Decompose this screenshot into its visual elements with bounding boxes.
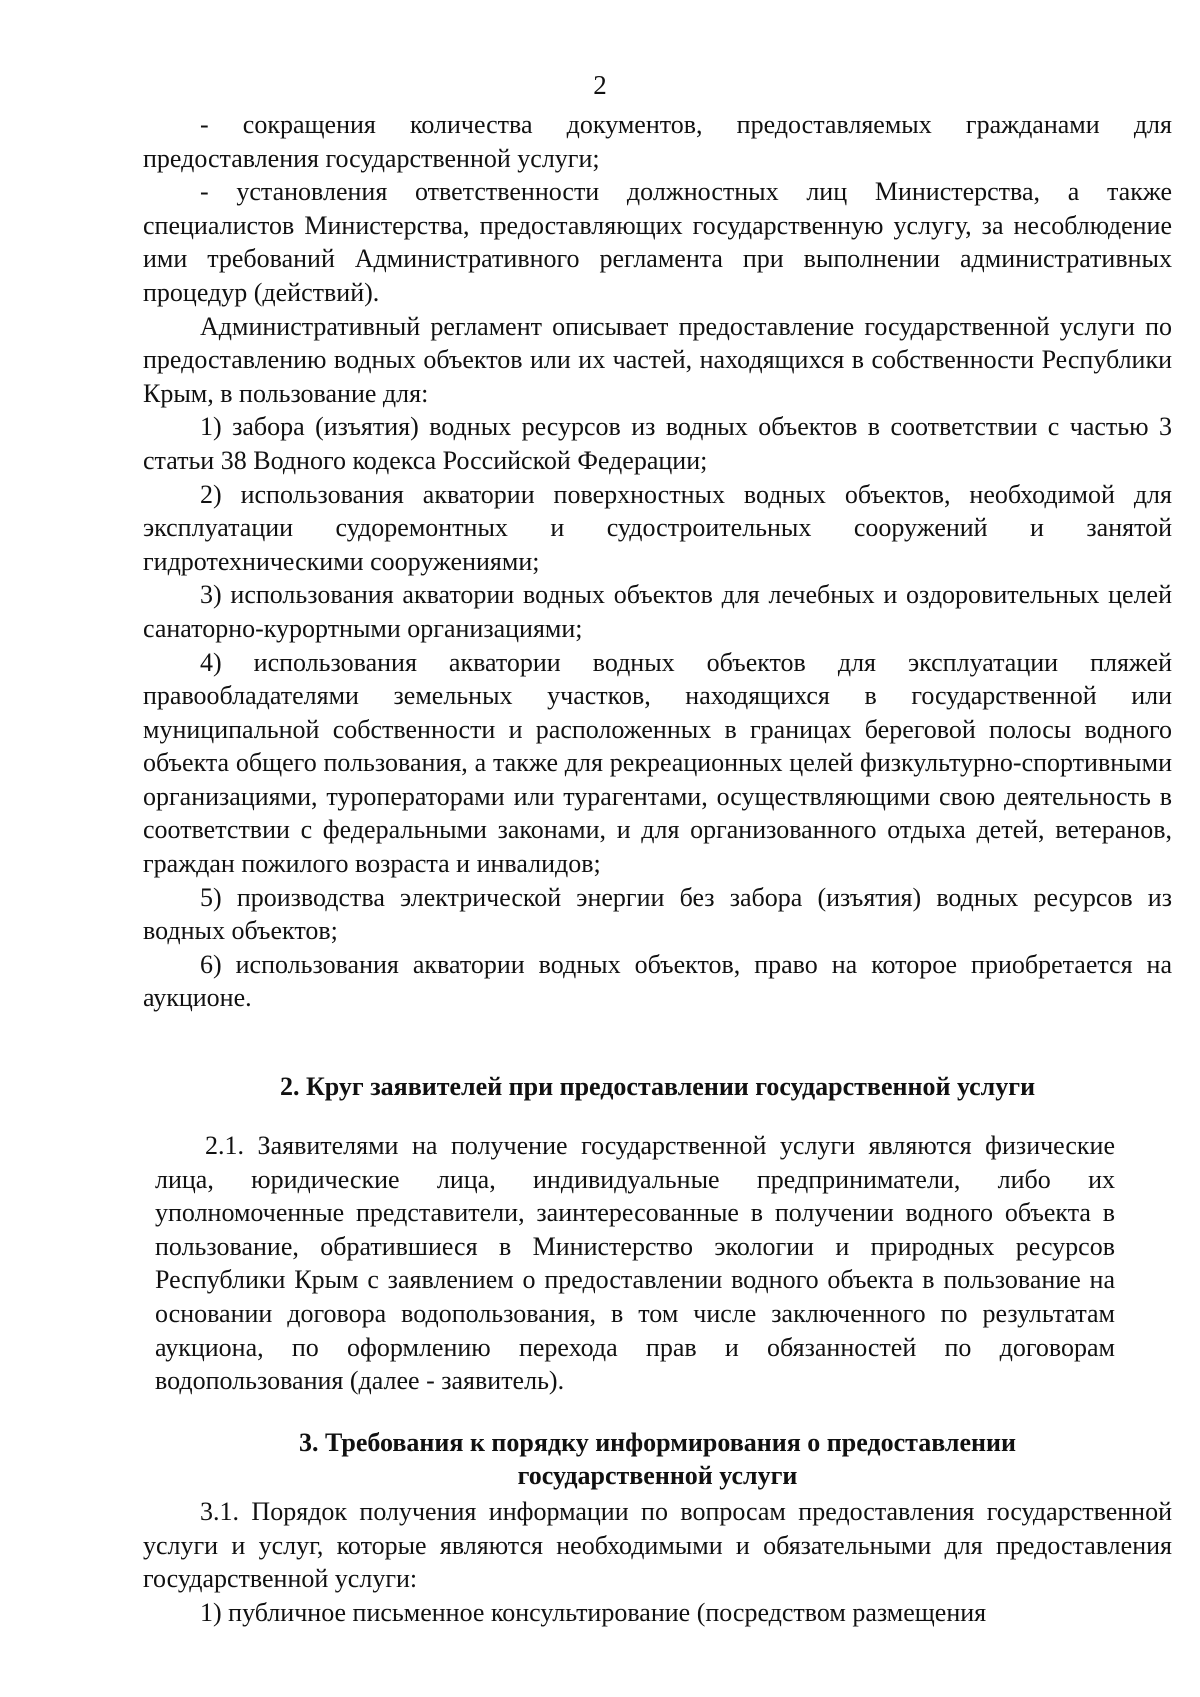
section-2-heading-block (143, 1070, 1172, 1103)
paragraph-reduce-documents: - сокращения количества документов, предоставляемых гражданами для предоставления государственной услуги; (143, 110, 1172, 173)
list-item-4: 4) использования акватории водных объектов для эксплуатации пляжей правообладателями земельных участков, находящихся в государственной или муниципальной собственности и расположенных в границах береговой полосы водного объекта общего пользования, а также для рекреационных целей физкультурно-спортивными организациями, туроператорами или турагентами, осуществляющими свою деятельность в соответствии с федеральными законами, и для организованного отдыха детей, ветеранов, граждан пожилого возраста и инвалидов; (143, 647, 1172, 879)
list-item-5: 5) производства электрической энергии без забора (изъятия) водных ресурсов из водных объектов; (143, 882, 1172, 946)
section-3-body (143, 1495, 1172, 1629)
section-3-heading-line-1: 3. Требования к порядку информирования о предоставлении (299, 1428, 1016, 1457)
paragraph-3-1-item-1: 1) публичное письменное консультирование (посредством размещения (200, 1597, 987, 1627)
intro-text (143, 108, 1172, 1015)
paragraph-2-1: 2.1. Заявителями на получение государственной услуги являются физические лица, юридические лица, индивидуальные предприниматели, либо их уполномоченные представители, заинтересованные в получении водного объекта в пользование, обратившиеся в Министерство экологии и природных ресурсов Республики Крым с заявлением о предоставлении водного объекта в пользование на основании договора водопользования, в том числе заключенного по результатам аукциона, по оформлению перехода прав и обязанностей по договорам водопользования (далее - заявитель). (155, 1131, 1115, 1396)
paragraph-3-1: 3.1. Порядок получения информации по вопросам предоставления государственной услуги и услуг, которые являются необходимыми и обязательными для предоставления государственной услуги: (143, 1497, 1172, 1594)
section-2-body (155, 1129, 1115, 1398)
list-item-6: 6) использования акватории водных объектов, право на которое приобретается на аукционе. (143, 949, 1172, 1013)
list-item-2: 2) использования акватории поверхностных водных объектов, необходимой для эксплуатации судоремонтных и судостроительных сооружений и занятой гидротехническими сооружениями; (143, 479, 1172, 576)
paragraph-responsibility: - установления ответственности должностных лиц Министерства, а также специалистов Министерства, предоставляющих государственную услугу, за несоблюдение ими требований Административного регламента при выполнении административных процедур (действий). (143, 177, 1172, 307)
section-3-heading-block (143, 1426, 1172, 1492)
page-number: 2 (593, 70, 607, 100)
section-3-heading-line-2: государственной услуги (517, 1461, 798, 1490)
section-2-heading: 2. Круг заявителей при предоставлении государственной услуги (279, 1072, 1036, 1101)
list-item-3: 3) использования акватории водных объектов для лечебных и оздоровительных целей санаторно-курортными организациями; (143, 580, 1172, 643)
paragraph-regulation-scope: Административный регламент описывает предоставление государственной услуги по предоставлению водных объектов или их частей, находящихся в собственности Республики Крым, в пользование для: (143, 311, 1172, 408)
list-item-1: 1) забора (изъятия) водных ресурсов из водных объектов в соответствии с частью 3 статьи 38 Водного кодекса Российской Федерации; (143, 412, 1172, 475)
